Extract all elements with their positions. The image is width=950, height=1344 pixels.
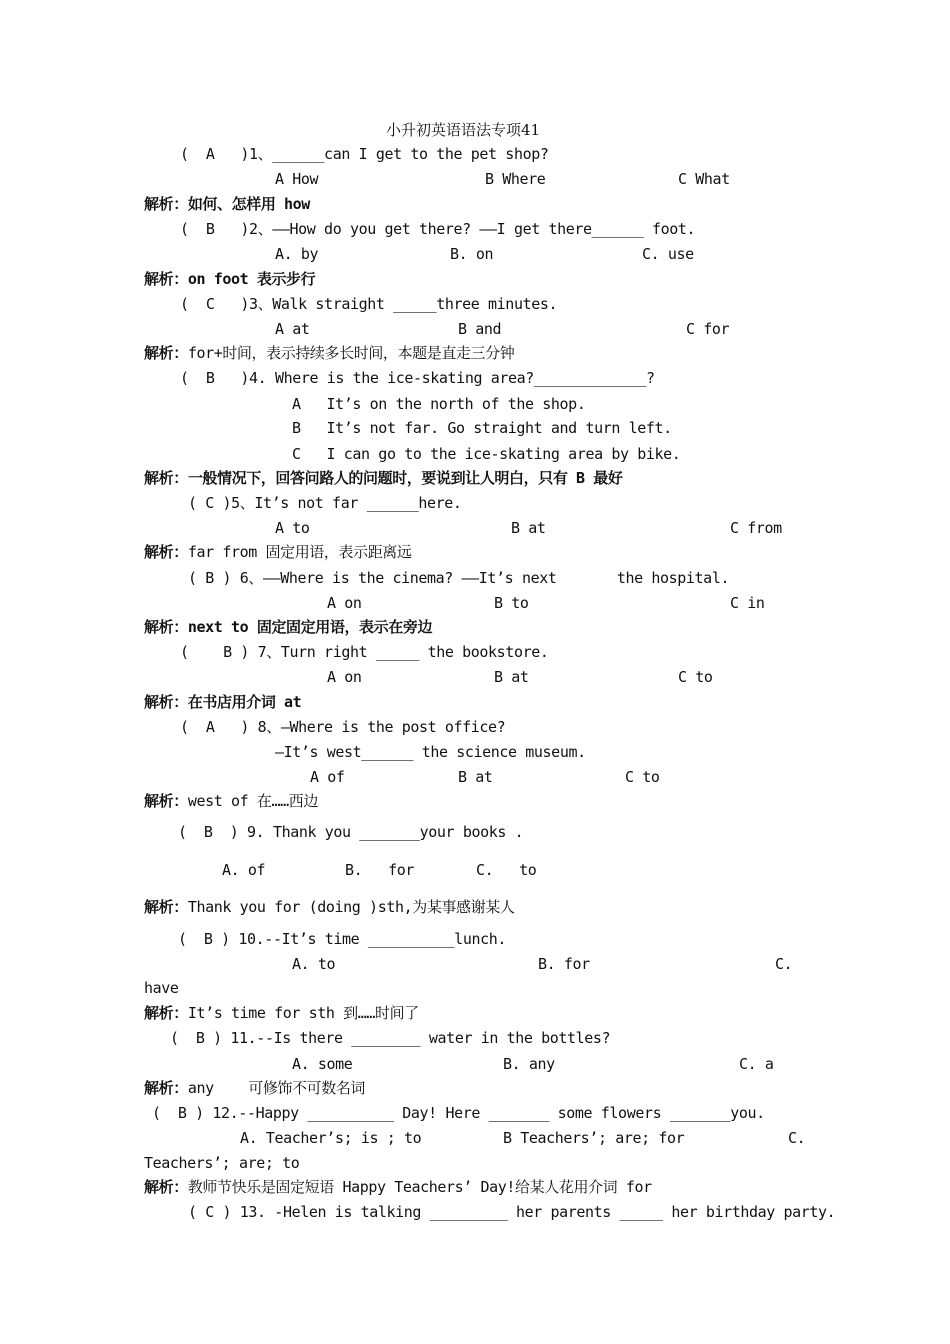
question-11: ( B ) 11.--Is there ________ water in the bottles? <box>170 1029 611 1047</box>
option-2b: B. on <box>450 245 494 263</box>
page-title: 小升初英语语法专项41 <box>386 121 541 139</box>
analysis-label: 解析： <box>144 693 188 711</box>
option-5c: C from <box>730 519 782 537</box>
question-5: ( C )5、It’s not far ______here. <box>188 494 462 512</box>
option-12a: A. Teacher’s; is ; to <box>240 1129 422 1147</box>
option-4c: C I can go to the ice-skating area by bike. <box>292 445 681 463</box>
question-13: ( C ) 13. -Helen is talking _________ her parents _____ her birthday party. <box>188 1203 836 1221</box>
option-10c: C. <box>775 955 793 973</box>
option-6a: A on <box>327 594 362 612</box>
option-11b: B. any <box>503 1055 555 1073</box>
analysis-9 <box>144 897 514 917</box>
option-11c: C. a <box>739 1055 774 1073</box>
question-2: ( B )2、——How do you get there? ——I get there______ foot. <box>180 220 696 238</box>
option-10c-wrap: have <box>144 979 179 997</box>
option-6c: C in <box>730 594 765 612</box>
analysis-label: 解析： <box>144 1079 188 1097</box>
question-4: ( B )4. Where is the ice-skating area?_____________? <box>180 369 655 387</box>
analysis-label: 解析： <box>144 1178 188 1196</box>
option-9a: A. of <box>222 861 266 879</box>
question-8-answer: —It’s west______ the science museum. <box>275 743 586 761</box>
question-6: ( B ) 6、——Where is the cinema? ——It’s next the hospital. <box>188 569 730 587</box>
option-4a: A It’s on the north of the shop. <box>292 395 586 413</box>
option-5b: B at <box>511 519 546 537</box>
analysis-label: 解析： <box>144 469 188 487</box>
analysis-text: on foot 表示步行 <box>187 270 316 288</box>
analysis-text: west of 在……西边 <box>187 792 318 810</box>
option-8c: C to <box>625 768 660 786</box>
option-10b: B. for <box>538 955 590 973</box>
analysis-2 <box>144 269 315 289</box>
option-7b: B at <box>494 668 529 686</box>
option-2a: A. by <box>275 245 319 263</box>
analysis-text: 如何、怎样用 how <box>187 195 310 213</box>
option-1c: C What <box>678 170 730 188</box>
analysis-text: 教师节快乐是固定短语 Happy Teachers’ Day!给某人花用介词 for <box>187 1178 652 1196</box>
analysis-4 <box>144 468 623 488</box>
analysis-1 <box>144 194 310 214</box>
analysis-text: for+时间，表示持续多长时间，本题是直走三分钟 <box>187 344 515 362</box>
analysis-label: 解析： <box>144 195 188 213</box>
question-8: ( A ) 8、—Where is the post office? <box>180 718 506 736</box>
question-3: ( C )3、Walk straight _____three minutes. <box>180 295 558 313</box>
option-10a: A. to <box>292 955 336 973</box>
option-7a: A on <box>327 668 362 686</box>
option-8b: B at <box>458 768 493 786</box>
analysis-text: far from 固定用语，表示距离远 <box>187 543 412 561</box>
question-1: ( A )1、______can I get to the pet shop? <box>180 145 549 163</box>
analysis-label: 解析： <box>144 898 188 916</box>
option-12c: C. <box>788 1129 806 1147</box>
option-3a: A at <box>275 320 310 338</box>
option-12b: B Teachers’; are; for <box>503 1129 685 1147</box>
analysis-text: 一般情况下，回答问路人的问题时，要说到让人明白，只有 B 最好 <box>187 469 623 487</box>
analysis-8 <box>144 791 318 811</box>
analysis-text: next to 固定固定用语，表示在旁边 <box>187 618 433 636</box>
question-7: ( B ) 7、Turn right _____ the bookstore. <box>180 643 549 661</box>
analysis-7 <box>144 692 301 712</box>
analysis-11 <box>144 1078 365 1098</box>
analysis-label: 解析： <box>144 618 188 636</box>
option-9b: B. for <box>345 861 415 879</box>
analysis-5 <box>144 542 412 562</box>
analysis-text: any 可修饰不可数名词 <box>187 1079 366 1097</box>
analysis-label: 解析： <box>144 270 188 288</box>
analysis-label: 解析： <box>144 344 188 362</box>
analysis-text: Thank you for (doing )sth,为某事感谢某人 <box>187 898 515 916</box>
option-6b: B to <box>494 594 529 612</box>
analysis-10 <box>144 1003 419 1023</box>
question-12: ( B ) 12.--Happy __________ Day! Here _______ some flowers _______you. <box>152 1104 765 1122</box>
question-9: ( B ) 9. Thank you _______your books . <box>178 823 524 841</box>
option-7c: C to <box>678 668 713 686</box>
analysis-label: 解析： <box>144 543 188 561</box>
analysis-3 <box>144 343 514 363</box>
option-3b: B and <box>458 320 502 338</box>
option-9c: C. to <box>476 861 537 879</box>
option-4b: B It’s not far. Go straight and turn left. <box>292 419 672 437</box>
option-1b: B Where <box>485 170 546 188</box>
analysis-text: 在书店用介词 at <box>187 693 302 711</box>
analysis-label: 解析： <box>144 792 188 810</box>
option-8a: A of <box>310 768 345 786</box>
analysis-12 <box>144 1177 652 1197</box>
option-5a: A to <box>275 519 310 537</box>
analysis-6 <box>144 617 432 637</box>
option-3c: C for <box>686 320 730 338</box>
analysis-text: It’s time for sth 到……时间了 <box>187 1004 419 1022</box>
question-10: ( B ) 10.--It’s time __________lunch. <box>178 930 506 948</box>
analysis-label: 解析： <box>144 1004 188 1022</box>
option-11a: A. some <box>292 1055 353 1073</box>
option-2c: C. use <box>642 245 694 263</box>
option-12c-wrap: Teachers’; are; to <box>144 1154 300 1172</box>
option-1a: A How <box>275 170 319 188</box>
